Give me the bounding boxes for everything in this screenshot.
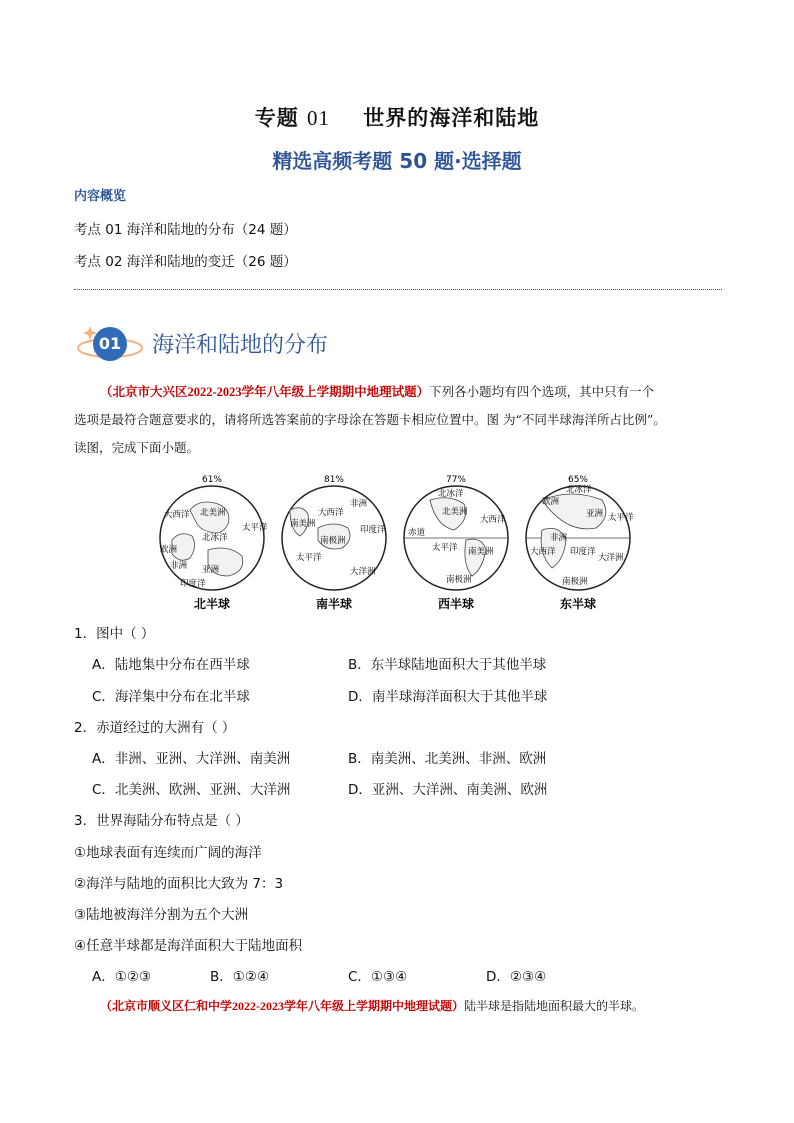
question-3-option-a[interactable]: A．①②③ [92, 969, 152, 985]
page-title [0, 102, 794, 132]
globe-south-label: 南半球 [315, 597, 353, 611]
globe-west-label: 西半球 [437, 597, 475, 611]
intro-text-1: 下列各小题均有四个选项，其中只有一个 [429, 384, 655, 399]
globe-east-pct: 65% [567, 475, 589, 485]
badge-number: 01 [98, 334, 122, 353]
globe-south-text-6: 太平洋 [296, 553, 322, 563]
globe-east-label: 东半球 [559, 597, 597, 611]
globe-east-text-1: 北冰洋 [566, 485, 592, 495]
next-intro-text: 陆半球是指陆地面积最大的半球。 [464, 999, 645, 1013]
question-3-statement-1: ①地球表面有连续而广阔的海洋 [74, 845, 262, 861]
globe-north-text-1: 大西洋 [164, 510, 190, 520]
globe-west-text-3: 大西洋 [480, 515, 506, 525]
globe-north-text-3: 北冰洋 [202, 533, 228, 543]
globe-east-text-2: 欧洲 [542, 497, 560, 507]
question-2-stem: 2．赤道经过的大洲有（ ） [74, 720, 236, 736]
overview-item-1: 考点 01 海洋和陆地的分布（24 题） [74, 222, 297, 238]
globe-east-text-3: 亚洲 [586, 509, 604, 519]
question-1-option-c[interactable]: C．海洋集中分布在北半球 [92, 689, 250, 705]
question-3-stem: 3．世界海陆分布特点是（ ） [74, 813, 249, 829]
globe-east-text-8: 大洋洲 [598, 553, 624, 563]
globe-east [526, 475, 634, 611]
globe-south-text-2: 南美洲 [290, 519, 316, 529]
section-badge [76, 322, 148, 366]
intro-text-2: 选项是最符合题意要求的，请将所选答案前的字母涂在答题卡相应位置中。图 为“不同半球海洋所占比例”。 [74, 412, 666, 427]
globe-west-text-7: 南极洲 [446, 575, 472, 585]
question-3-statement-4: ④任意半球都是海洋面积大于陆地面积 [74, 938, 303, 954]
overview-heading: 内容概览 [74, 189, 127, 204]
globe-north-text-4: 太平洋 [242, 523, 268, 533]
globe-west [404, 475, 508, 611]
globe-north-text-8: 印度洋 [180, 579, 206, 589]
globe-east-text-4: 太平洋 [608, 513, 634, 523]
globe-south-text-3: 非洲 [350, 499, 368, 509]
globe-north [160, 475, 268, 611]
globe-north-text-7: 亚洲 [202, 565, 220, 575]
globe-west-text-4: 赤道 [408, 528, 426, 538]
dotted-divider [74, 289, 722, 290]
globe-south-text-1: 大西洋 [318, 508, 344, 518]
question-1-option-b[interactable]: B．东半球陆地面积大于其他半球 [348, 657, 547, 673]
question-3-option-d[interactable]: D．②③④ [486, 969, 547, 985]
globe-east-text-6: 大西洋 [530, 547, 556, 557]
globe-north-text-6: 非洲 [170, 561, 188, 571]
question-3-statement-3: ③陆地被海洋分割为五个大洲 [74, 907, 249, 923]
globe-south-text-5: 南极洲 [320, 536, 346, 546]
globe-south [282, 475, 386, 611]
title-main: 世界的海洋和陆地 [363, 106, 540, 130]
title-prefix: 专题 [254, 106, 299, 130]
globe-west-text-2: 北美洲 [442, 507, 468, 517]
question-2-option-b[interactable]: B．南美洲、北美洲、非洲、欧洲 [348, 751, 547, 767]
globe-south-pct: 81% [323, 475, 345, 485]
question-1-option-a[interactable]: A．陆地集中分布在西半球 [92, 657, 250, 673]
globe-east-text-7: 印度洋 [570, 547, 596, 557]
globe-south-text-4: 印度洋 [360, 525, 386, 535]
globe-west-text-1: 北冰洋 [438, 489, 464, 499]
hemispheres-figure [150, 470, 640, 615]
intro-text-3: 读图，完成下面小题。 [74, 440, 200, 455]
question-3-option-b[interactable]: B．①②④ [210, 969, 270, 985]
question-2-option-c[interactable]: C．北美洲、欧洲、亚洲、大洋洲 [92, 782, 291, 798]
globe-north-label: 北半球 [193, 597, 231, 611]
overview-item-2: 考点 02 海洋和陆地的变迁（26 题） [74, 254, 297, 270]
globe-south-text-7: 大洋洲 [350, 567, 376, 577]
page-subtitle: 精选高频考题 50 题·选择题 [272, 149, 522, 173]
globe-north-text-5: 欧洲 [160, 545, 178, 555]
title-number: 01 [307, 106, 331, 130]
globe-north-text-2: 北美洲 [200, 508, 226, 518]
intro-source: （北京市大兴区2022-2023学年八年级上学期期中地理试题） [100, 385, 430, 399]
question-3-statement-2: ②海洋与陆地的面积比大致为 7：3 [74, 876, 284, 892]
globe-west-text-6: 南美洲 [468, 547, 494, 557]
globe-west-text-5: 太平洋 [432, 543, 458, 553]
question-1-option-d[interactable]: D．南半球海洋面积大于其他半球 [348, 689, 548, 705]
section-title: 海洋和陆地的分布 [152, 333, 329, 358]
next-intro-source: （北京市顺义区仁和中学2022-2023学年八年级上学期期中地理试题） [100, 999, 464, 1013]
question-2-option-a[interactable]: A．非洲、亚洲、大洋洲、南美洲 [92, 751, 291, 767]
globe-east-text-5: 非洲 [550, 533, 568, 543]
question-2-option-d[interactable]: D．亚洲、大洋洲、南美洲、欧洲 [348, 782, 548, 798]
question-1-stem: 1．图中（ ） [74, 626, 155, 642]
next-intro [100, 992, 740, 1020]
globe-north-pct: 61% [201, 475, 223, 485]
globe-west-pct: 77% [445, 475, 467, 485]
globe-east-text-9: 南极洲 [562, 577, 588, 587]
intro-paragraph [74, 378, 724, 462]
question-3-option-c[interactable]: C．①③④ [348, 969, 408, 985]
